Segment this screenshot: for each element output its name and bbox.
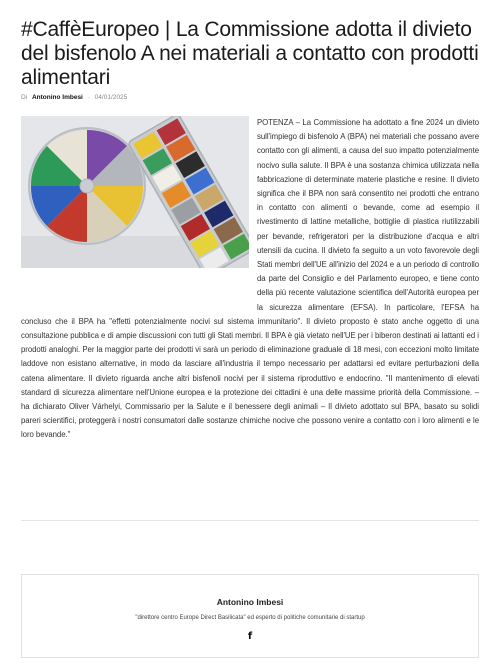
author-link[interactable]: Antonino Imbesi: [31, 94, 83, 101]
author-box-bio: "direttore centro Europe Direct Basilicata" ed esperto di politiche comunitarie di startup: [135, 615, 365, 621]
article-text: POTENZA – La Commissione ha adottato a fine 2024 un divieto sull'impiego di bisfenolo A (BPA) nei materiali che possano avere contatto con gli alimenti, a causa del suo impatto potenzialmente nocivo sulla salute. Il BPA è una sostanza chimica utilizzata nella fabbricazione di determinate materie plastiche e resine. Il divieto significa che il BPA non sarà consentito nei prodotti che entrano in contatto con alimenti o bevande, come ad esempio il rivestimento di lattine metalliche, bottiglie di plastica riutilizzabili per bevande, refrigeratori per la distribuzione d'acqua e altri utensili da cucina. Il divieto fa seguito a un voto favorevole degli Stati membri dell'UE all'inizio del 2024 e a un periodo di controllo da parte del Consiglio e del Parlamento europeo, e tiene conto della più recente valutazione scientifica dell'Autorità europea per la sicurezza alimentare (EFSA). In particolare, l'EFSA ha concluso che il BPA ha "effetti potenzialmente nocivi sul sistema immunitario". Il divieto proposto è stato anche oggetto di una consultazione pubblica e di ampie discussioni con tutti gli Stati membri. Il BPA è già vietato nell'UE per i biberon destinati ai lattanti ed i prodotti analoghi. Per la maggior parte dei prodotti vi sarà un periodo di eliminazione graduale di 18 mesi, con eccezioni molto limitate laddove non esistano alternative, in modo da lasciare all'industria il tempo necessario per adattarsi ed evitare perturbazioni della catena alimentare. Il divieto riguarda anche altri bisfenoli nocivi per il sistema riproduttivo e endocrino. "Il mantenimento di elevati standard di sicurezza alimentare nell'Unione europea e la protezione dei cittadini è una delle massime priorità della Commissione. – ha dichiarato Oliver Várhelyi, Commissario per la Salute e il benessere degli animali – Il divieto adottato sul BPA, basato su solidi pareri scientifici, proteggerà i nostri consumatori dalle sostanze chimiche nocive che possono venire a contatto con i loro alimenti e le loro bevande.": [21, 118, 479, 440]
plastic-pellets-image: [21, 116, 249, 268]
meta-separator: -: [87, 94, 90, 101]
article-meta: [21, 94, 127, 101]
author-box: [21, 574, 479, 658]
article-title: #CaffèEuropeo | La Commissione adotta il divieto del bisfenolo A nei materiali a contatto con prodotti alimentari: [21, 18, 479, 89]
article-image: [21, 116, 249, 268]
divider: [21, 520, 479, 521]
publish-date: 04/01/2025: [94, 94, 128, 101]
round-container: [29, 128, 145, 244]
facebook-icon[interactable]: f: [247, 631, 253, 642]
by-prefix: Di: [21, 94, 28, 101]
author-box-name[interactable]: Antonino Imbesi: [216, 597, 284, 607]
